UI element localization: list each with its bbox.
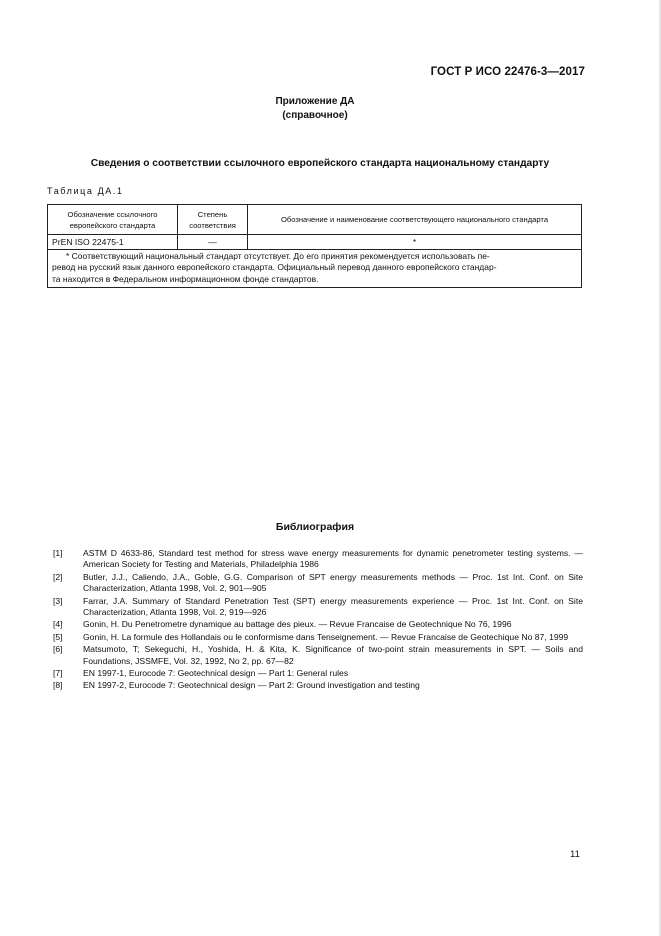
section-title: Сведения о соответствии ссылочного европейского стандарта национальному стандарту [90,158,550,169]
entry-text: EN 1997-2, Eurocode 7: Geotechnical design — Part 2: Ground investigation and testing [83,680,420,691]
bibliography-entry [53,632,583,643]
bibliography-entry [53,644,583,667]
bibliography-title: Библиография [275,521,355,533]
correspondence-table [47,204,582,288]
annex-title: Приложение ДА [275,96,355,107]
entry-number: [2] [53,571,63,582]
entry-number: [1] [53,548,63,558]
note-line: * Соответствующий национальный стандарт отсутствует. До его принятия рекомендуется использовать пе- [66,251,490,261]
table-caption: Таблица ДА.1 [47,186,124,196]
entry-number: [6] [53,644,63,655]
table-cell: * [248,235,582,250]
header-cell: Обозначение ссылочного европейского стандарта [48,205,178,235]
table-row [48,235,582,250]
entry-number: [5] [53,631,63,642]
entry-text: Matsumoto, T; Sekeguchi, H., Yoshida, H. & Kita, K. Significance of two-point strain measurements in SPT. — Soils and Foundations, JSSMFE, Vol. 32, 1992, No 2, pp. 67—82 [83,644,583,666]
entry-text: EN 1997-1, Eurocode 7: Geotechnical design — Part 1: General rules [83,668,349,679]
note-line: ревод на русский язык данного европейского стандарта. Официальный перевод данного европейского стандар- [52,262,497,273]
bibliography-list [53,548,583,693]
bibliography-entry [53,596,583,619]
table-cell: — [178,235,248,250]
table-header-row [48,205,582,235]
bibliography-entry [53,668,583,679]
header-cell: Степень соответствия [178,205,248,235]
bibliography-entry [53,572,583,595]
entry-number: [7] [53,668,63,679]
entry-text: ASTM D 4633-86, Standard test method for stress wave energy measurements for dynamic penetrometer testing systems. — American Society for Testing and Materials, Philadelphia 1986 [83,548,583,570]
entry-number: [3] [53,595,63,606]
header-cell: Обозначение и наименование соответствующего национального стандарта [248,205,582,235]
table-cell: PrEN ISO 22475-1 [48,235,178,250]
table-note [48,250,582,288]
page-number: 11 [570,849,580,860]
table-note-row [48,250,582,288]
entry-number: [8] [53,680,63,691]
entry-text: Farrar, J.A. Summary of Standard Penetration Test (SPT) energy measurements experience — Proc. 1st Int. Conf. on Site Characterization, Atlanta 1998, Vol. 2, 919—926 [83,595,583,618]
note-line: та находится в Федеральном информационном фонде стандартов. [52,273,319,284]
bibliography-entry [53,548,583,571]
annex-subtitle: (справочное) [282,110,348,121]
entry-text: Butler, J.J., Caliendo, J.A., Goble, G.G. Comparison of SPT energy measurements methods — Proc. 1st Int. Conf. on Site Characterization, Atlanta 1998, Vol. 2, 901—905 [83,571,583,594]
entry-number: [4] [53,619,63,630]
entry-text: Gonin, H. La formule des Hollandais ou le conformisme dans Tenseignement. — Revue Francaise de Geotechique No 87, 1999 [83,631,569,642]
bibliography-entry [53,680,583,691]
document-code: ГОСТ Р ИСО 22476-3—2017 [430,66,585,78]
bibliography-entry [53,619,583,630]
entry-text: Gonin, H. Du Penetrometre dynamique au battage des pieux. — Revue Francaise de Geotechnique No 76, 1996 [83,619,512,630]
